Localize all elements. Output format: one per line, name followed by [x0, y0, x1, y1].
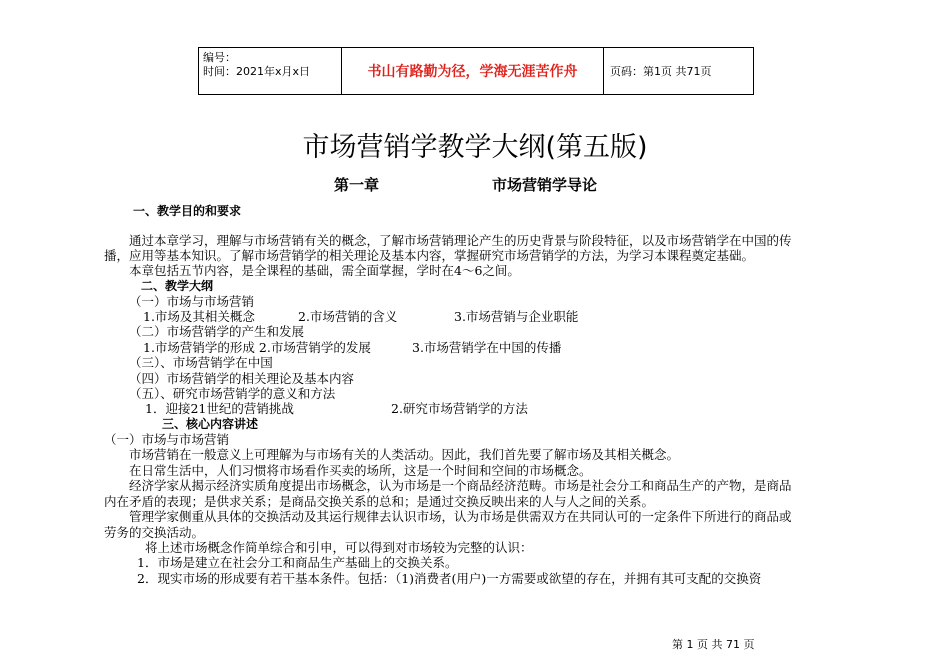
outline-sub-item: 1．迎接21世纪的营销挑战	[145, 401, 294, 416]
outline-sub-item: 2.研究市场营销学的方法	[391, 401, 528, 416]
time-label: 时间：2021年x月x日	[203, 65, 311, 78]
paragraph-line: 通过本章学习，理解与市场营销有关的概念，了解市场营销理论产生的历史背景与阶段特征，以及市场营销学在中国的传	[129, 233, 792, 248]
outline-sub-item: 2.市场营销的含义	[298, 309, 398, 324]
outline-item: （一）市场与市场营销	[129, 294, 255, 309]
paragraph-line: 市场营销在一般意义上可理解为与市场有关的人类活动。因此，我们首先要了解市场及其相关概念。	[129, 447, 680, 462]
paragraph-line: 劳务的交换活动。	[104, 525, 205, 540]
outline-sub-item: 1.市场及其相关概念	[143, 309, 255, 324]
paragraph-line: 1．市场是建立在社会分工和商品生产基础上的交换关系。	[137, 555, 458, 570]
paragraph-line: 2．现实市场的形成要有若干基本条件。包括：（1)消费者(用户)一方需要或欲望的存在，并拥有其可支配的交换资	[137, 571, 762, 586]
paragraph-line: 将上述市场概念作简单综合和引申，可以得到对市场较为完整的认识：	[145, 540, 533, 555]
paragraph-line: 管理学家侧重从具体的交换活动及其运行规律去认识市场，认为市场是供需双方在共同认可的一定条件下所进行的商品或	[129, 509, 792, 524]
paragraph-line: 播，应用等基本知识。了解市场营销学的相关理论及基本内容，掌握研究市场营销学的方法，为学习本课程奠定基础。	[104, 248, 755, 263]
content-subheading: （一）市场与市场营销	[104, 432, 230, 447]
header-table	[198, 47, 754, 95]
outline-sub-item: 1.市场营销学的形成 2.市场营销学的发展	[143, 340, 371, 355]
number-label: 编号：	[203, 51, 236, 64]
chapter-label: 第一章	[334, 176, 380, 194]
page-footer: 第 1 页 共 71 页	[672, 638, 755, 651]
chapter-title: 市场营销学导论	[492, 176, 598, 194]
outline-item: （二）市场营销学的产生和发展	[129, 324, 305, 339]
header-page-info: 页码：第1页 共71页	[610, 65, 712, 78]
section-heading-1: 一、教学目的和要求	[133, 204, 242, 218]
paragraph-line: 本章包括五节内容，是全课程的基础，需全面掌握，学时在4～6之间。	[129, 263, 520, 278]
header-motto: 书山有路勤为径，学海无涯苦作舟	[342, 48, 604, 94]
outline-item: （三）、市场营销学在中国	[129, 355, 273, 370]
section-heading-3: 三、核心内容讲述	[162, 417, 259, 431]
section-heading-2: 二、教学大纲	[141, 279, 214, 293]
outline-item: （五）、研究市场营销学的意义和方法	[129, 386, 336, 401]
header-meta-cell	[199, 48, 342, 94]
outline-sub-item: 3.市场营销与企业职能	[454, 309, 579, 324]
paragraph-line: 内在矛盾的表现；是供求关系；是商品交换关系的总和；是通过交换反映出来的人与人之间的关系。	[104, 494, 655, 509]
outline-item: （四）市场营销学的相关理论及基本内容	[129, 371, 355, 386]
paragraph-line: 在日常生活中，人们习惯将市场看作买卖的场所，这是一个时间和空间的市场概念。	[129, 463, 592, 478]
document-title: 市场营销学教学大纲(第五版)	[302, 132, 648, 163]
outline-sub-item: 3.市场营销学在中国的传播	[412, 340, 562, 355]
paragraph-line: 经济学家从揭示经济实质角度提出市场概念，认为市场是一个商品经济范畴。市场是社会分工和商品生产的产物，是商品	[129, 478, 792, 493]
